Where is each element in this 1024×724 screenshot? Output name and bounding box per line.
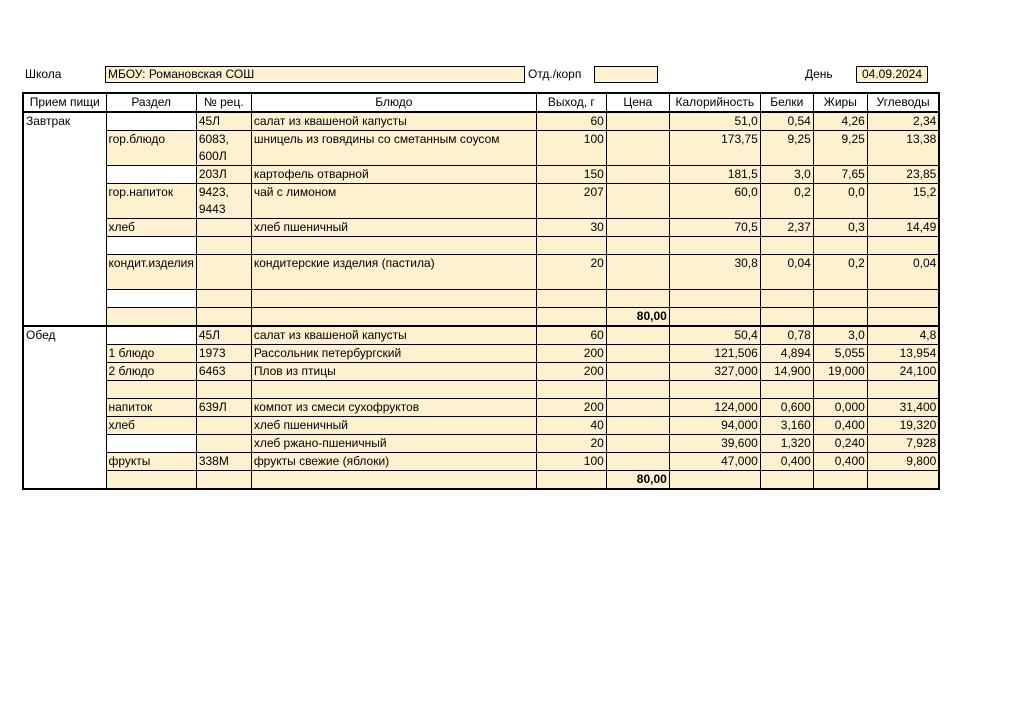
cell-fat[interactable] xyxy=(813,290,867,308)
table-row xyxy=(23,417,939,435)
cell-protein[interactable]: 9,25 xyxy=(760,131,813,166)
cell-fat[interactable] xyxy=(813,471,867,490)
cell-dish[interactable]: салат из квашеной капусты xyxy=(251,326,536,345)
day-label: День xyxy=(805,67,833,81)
cell-yield[interactable]: 30 xyxy=(536,219,606,237)
cell-fat[interactable]: 5,055 xyxy=(813,345,867,363)
cell-section[interactable]: 2 блюдо xyxy=(106,363,196,381)
cell-price[interactable] xyxy=(606,326,669,345)
cell-dish[interactable]: компот из смеси сухофруктов xyxy=(251,399,536,417)
table-row xyxy=(23,363,939,381)
cell-carbs[interactable]: 23,85 xyxy=(867,166,939,184)
cell-kcal[interactable]: 51,0 xyxy=(669,112,760,131)
cell-price[interactable] xyxy=(606,255,669,290)
cell-protein[interactable]: 0,54 xyxy=(760,112,813,131)
cell-recipe[interactable] xyxy=(196,417,251,435)
cell-fat[interactable]: 0,240 xyxy=(813,435,867,453)
cell-kcal[interactable] xyxy=(669,471,760,490)
cell-protein[interactable] xyxy=(760,308,813,327)
cell-protein[interactable]: 1,320 xyxy=(760,435,813,453)
table-row xyxy=(23,237,939,255)
cell-carbs[interactable] xyxy=(867,381,939,399)
cell-price[interactable] xyxy=(606,219,669,237)
cell-yield[interactable]: 200 xyxy=(536,399,606,417)
cell-recipe[interactable]: 338М xyxy=(196,453,251,471)
table-row xyxy=(23,381,939,399)
cell-recipe[interactable]: 6083, 600Л xyxy=(196,131,251,166)
cell-fat[interactable]: 19,000 xyxy=(813,363,867,381)
cell-fat[interactable]: 7,65 xyxy=(813,166,867,184)
cell-carbs[interactable]: 19,320 xyxy=(867,417,939,435)
cell-dish[interactable]: хлеб ржано-пшеничный xyxy=(251,435,536,453)
cell-protein[interactable] xyxy=(760,237,813,255)
cell-protein[interactable]: 14,900 xyxy=(760,363,813,381)
cell-recipe[interactable] xyxy=(196,255,251,290)
cell-carbs[interactable]: 9,800 xyxy=(867,453,939,471)
table-row xyxy=(23,435,939,453)
cell-carbs[interactable]: 2,34 xyxy=(867,112,939,131)
cell-recipe[interactable] xyxy=(196,471,251,490)
cell-protein[interactable]: 2,37 xyxy=(760,219,813,237)
table-row xyxy=(23,453,939,471)
cell-dish[interactable] xyxy=(251,237,536,255)
cell-protein[interactable] xyxy=(760,290,813,308)
cell-yield[interactable] xyxy=(536,237,606,255)
cell-yield[interactable] xyxy=(536,290,606,308)
cell-carbs[interactable]: 15,2 xyxy=(867,184,939,219)
cell-protein[interactable]: 0,2 xyxy=(760,184,813,219)
cell-yield[interactable] xyxy=(536,471,606,490)
cell-yield[interactable]: 207 xyxy=(536,184,606,219)
cell-carbs[interactable]: 14,49 xyxy=(867,219,939,237)
cell-recipe[interactable] xyxy=(196,237,251,255)
cell-recipe[interactable]: 45Л xyxy=(196,326,251,345)
cell-price[interactable] xyxy=(606,417,669,435)
cell-section[interactable]: гор.напиток xyxy=(106,184,196,219)
cell-yield[interactable]: 20 xyxy=(536,255,606,290)
cell-kcal[interactable]: 173,75 xyxy=(669,131,760,166)
table-row xyxy=(23,112,939,131)
cell-price[interactable] xyxy=(606,112,669,131)
cell-kcal[interactable] xyxy=(669,290,760,308)
breakfast-section xyxy=(23,112,939,326)
cell-kcal[interactable]: 30,8 xyxy=(669,255,760,290)
cell-dish[interactable]: Плов из птицы xyxy=(251,363,536,381)
cell-carbs[interactable]: 13,954 xyxy=(867,345,939,363)
cell-dish[interactable] xyxy=(251,471,536,490)
cell-carbs[interactable] xyxy=(867,308,939,327)
cell-fat[interactable]: 9,25 xyxy=(813,131,867,166)
cell-section[interactable]: фрукты xyxy=(106,453,196,471)
cell-yield[interactable] xyxy=(536,308,606,327)
cell-dish[interactable]: фрукты свежие (яблоки) xyxy=(251,453,536,471)
cell-section[interactable] xyxy=(106,290,196,308)
cell-price[interactable] xyxy=(606,363,669,381)
table-row xyxy=(23,399,939,417)
cell-yield[interactable]: 40 xyxy=(536,417,606,435)
cell-carbs[interactable]: 13,38 xyxy=(867,131,939,166)
cell-carbs[interactable]: 7,928 xyxy=(867,435,939,453)
menu-table xyxy=(22,92,940,490)
cell-dish[interactable]: хлеб пшеничный xyxy=(251,219,536,237)
cell-section[interactable]: хлеб xyxy=(106,219,196,237)
cell-section[interactable] xyxy=(106,166,196,184)
cell-kcal[interactable]: 50,4 xyxy=(669,326,760,345)
cell-kcal[interactable] xyxy=(669,237,760,255)
cell-fat[interactable]: 3,0 xyxy=(813,326,867,345)
col-header: Блюдо xyxy=(251,93,536,112)
cell-carbs[interactable] xyxy=(867,290,939,308)
cell-yield[interactable]: 100 xyxy=(536,131,606,166)
col-header: Прием пищи xyxy=(23,93,106,112)
cell-recipe[interactable] xyxy=(196,435,251,453)
cell-protein[interactable]: 3,160 xyxy=(760,417,813,435)
day-field[interactable]: 04.09.2024 xyxy=(856,66,928,83)
col-header: Жиры xyxy=(813,93,867,112)
cell-yield[interactable]: 100 xyxy=(536,453,606,471)
cell-fat[interactable]: 0,0 xyxy=(813,184,867,219)
cell-carbs[interactable]: 4,8 xyxy=(867,326,939,345)
cell-section[interactable]: напиток xyxy=(106,399,196,417)
cell-protein[interactable]: 3,0 xyxy=(760,166,813,184)
cell-yield[interactable]: 150 xyxy=(536,166,606,184)
cell-carbs[interactable]: 0,04 xyxy=(867,255,939,290)
cell-dish[interactable] xyxy=(251,290,536,308)
dept-field[interactable] xyxy=(594,66,658,83)
lunch-section xyxy=(23,326,939,489)
cell-protein[interactable]: 0,04 xyxy=(760,255,813,290)
cell-recipe[interactable] xyxy=(196,308,251,327)
cell-protein[interactable] xyxy=(760,381,813,399)
cell-dish[interactable]: салат из квашеной капусты xyxy=(251,112,536,131)
cell-dish[interactable]: шницель из говядины со сметанным соусом xyxy=(251,131,536,166)
cell-fat[interactable] xyxy=(813,308,867,327)
cell-carbs[interactable] xyxy=(867,471,939,490)
cell-kcal[interactable] xyxy=(669,381,760,399)
cell-price[interactable] xyxy=(606,381,669,399)
cell-section[interactable] xyxy=(106,308,196,327)
cell-section[interactable]: хлеб xyxy=(106,417,196,435)
cell-carbs[interactable]: 31,400 xyxy=(867,399,939,417)
cell-recipe[interactable] xyxy=(196,219,251,237)
cell-price[interactable] xyxy=(606,345,669,363)
cell-recipe[interactable]: 1973 xyxy=(196,345,251,363)
cell-kcal[interactable]: 60,0 xyxy=(669,184,760,219)
cell-fat[interactable] xyxy=(813,381,867,399)
cell-recipe[interactable]: 45Л xyxy=(196,112,251,131)
cell-dish[interactable] xyxy=(251,308,536,327)
cell-dish[interactable]: кондитерские изделия (пастила) xyxy=(251,255,536,290)
cell-price[interactable] xyxy=(606,453,669,471)
table-row xyxy=(23,326,939,345)
cell-dish[interactable]: хлеб пшеничный xyxy=(251,417,536,435)
cell-price[interactable] xyxy=(606,166,669,184)
cell-price[interactable] xyxy=(606,131,669,166)
cell-recipe[interactable]: 203Л xyxy=(196,166,251,184)
col-header: Калорийность xyxy=(669,93,760,112)
cell-kcal[interactable]: 124,000 xyxy=(669,399,760,417)
cell-kcal[interactable]: 70,5 xyxy=(669,219,760,237)
cell-kcal[interactable] xyxy=(669,308,760,327)
cell-fat[interactable]: 0,400 xyxy=(813,453,867,471)
cell-price[interactable]: 80,00 xyxy=(606,308,669,327)
cell-protein[interactable] xyxy=(760,471,813,490)
cell-dish[interactable]: Рассольник петербургский xyxy=(251,345,536,363)
col-header: № рец. xyxy=(196,93,251,112)
table-row xyxy=(23,255,939,290)
cell-recipe[interactable]: 9423, 9443 xyxy=(196,184,251,219)
cell-fat[interactable]: 0,2 xyxy=(813,255,867,290)
meal-name: Обед xyxy=(23,326,106,489)
table-row xyxy=(23,184,939,219)
table-row xyxy=(23,290,939,308)
cell-recipe[interactable] xyxy=(196,381,251,399)
cell-fat[interactable] xyxy=(813,237,867,255)
cell-yield[interactable]: 60 xyxy=(536,112,606,131)
cell-fat[interactable]: 4,26 xyxy=(813,112,867,131)
dept-label: Отд./корп xyxy=(528,67,582,81)
cell-recipe[interactable]: 639Л xyxy=(196,399,251,417)
col-header: Выход, г xyxy=(536,93,606,112)
table-row xyxy=(23,308,939,327)
cell-recipe[interactable] xyxy=(196,290,251,308)
cell-carbs[interactable]: 24,100 xyxy=(867,363,939,381)
table-header-row xyxy=(23,93,939,112)
cell-section[interactable]: 1 блюдо xyxy=(106,345,196,363)
cell-section[interactable] xyxy=(106,112,196,131)
cell-kcal[interactable]: 327,000 xyxy=(669,363,760,381)
col-header: Раздел xyxy=(106,93,196,112)
cell-yield[interactable]: 200 xyxy=(536,363,606,381)
table-row xyxy=(23,166,939,184)
col-header: Белки xyxy=(760,93,813,112)
cell-yield[interactable] xyxy=(536,381,606,399)
cell-price[interactable] xyxy=(606,399,669,417)
cell-protein[interactable]: 0,600 xyxy=(760,399,813,417)
cell-protein[interactable]: 4,894 xyxy=(760,345,813,363)
cell-kcal[interactable]: 121,506 xyxy=(669,345,760,363)
cell-kcal[interactable]: 181,5 xyxy=(669,166,760,184)
cell-yield[interactable]: 20 xyxy=(536,435,606,453)
table-row xyxy=(23,219,939,237)
cell-recipe[interactable]: 6463 xyxy=(196,363,251,381)
cell-price[interactable] xyxy=(606,184,669,219)
cell-price[interactable] xyxy=(606,435,669,453)
col-header: Цена xyxy=(606,93,669,112)
cell-dish[interactable]: картофель отварной xyxy=(251,166,536,184)
table-row xyxy=(23,471,939,490)
cell-fat[interactable]: 0,400 xyxy=(813,417,867,435)
col-header: Углеводы xyxy=(867,93,939,112)
table-row xyxy=(23,131,939,166)
cell-carbs[interactable] xyxy=(867,237,939,255)
school-label: Школа xyxy=(25,67,62,81)
cell-yield[interactable]: 200 xyxy=(536,345,606,363)
cell-section[interactable] xyxy=(106,326,196,345)
cell-price[interactable]: 80,00 xyxy=(606,471,669,490)
meal-name: Завтрак xyxy=(23,112,106,326)
cell-yield[interactable]: 60 xyxy=(536,326,606,345)
cell-section[interactable] xyxy=(106,237,196,255)
cell-section[interactable]: гор.блюдо xyxy=(106,131,196,166)
cell-section[interactable] xyxy=(106,381,196,399)
cell-section[interactable]: кондит.изделия xyxy=(106,255,196,290)
table-row xyxy=(23,345,939,363)
cell-fat[interactable]: 0,000 xyxy=(813,399,867,417)
cell-dish[interactable]: чай с лимоном xyxy=(251,184,536,219)
cell-section[interactable] xyxy=(106,435,196,453)
school-field[interactable]: МБОУ: Романовская СОШ xyxy=(105,66,525,83)
cell-protein[interactable]: 0,78 xyxy=(760,326,813,345)
cell-kcal[interactable]: 39,600 xyxy=(669,435,760,453)
cell-section[interactable] xyxy=(106,471,196,490)
cell-dish[interactable] xyxy=(251,381,536,399)
cell-protein[interactable]: 0,400 xyxy=(760,453,813,471)
cell-price[interactable] xyxy=(606,237,669,255)
cell-fat[interactable]: 0,3 xyxy=(813,219,867,237)
cell-kcal[interactable]: 94,000 xyxy=(669,417,760,435)
cell-kcal[interactable]: 47,000 xyxy=(669,453,760,471)
cell-price[interactable] xyxy=(606,290,669,308)
